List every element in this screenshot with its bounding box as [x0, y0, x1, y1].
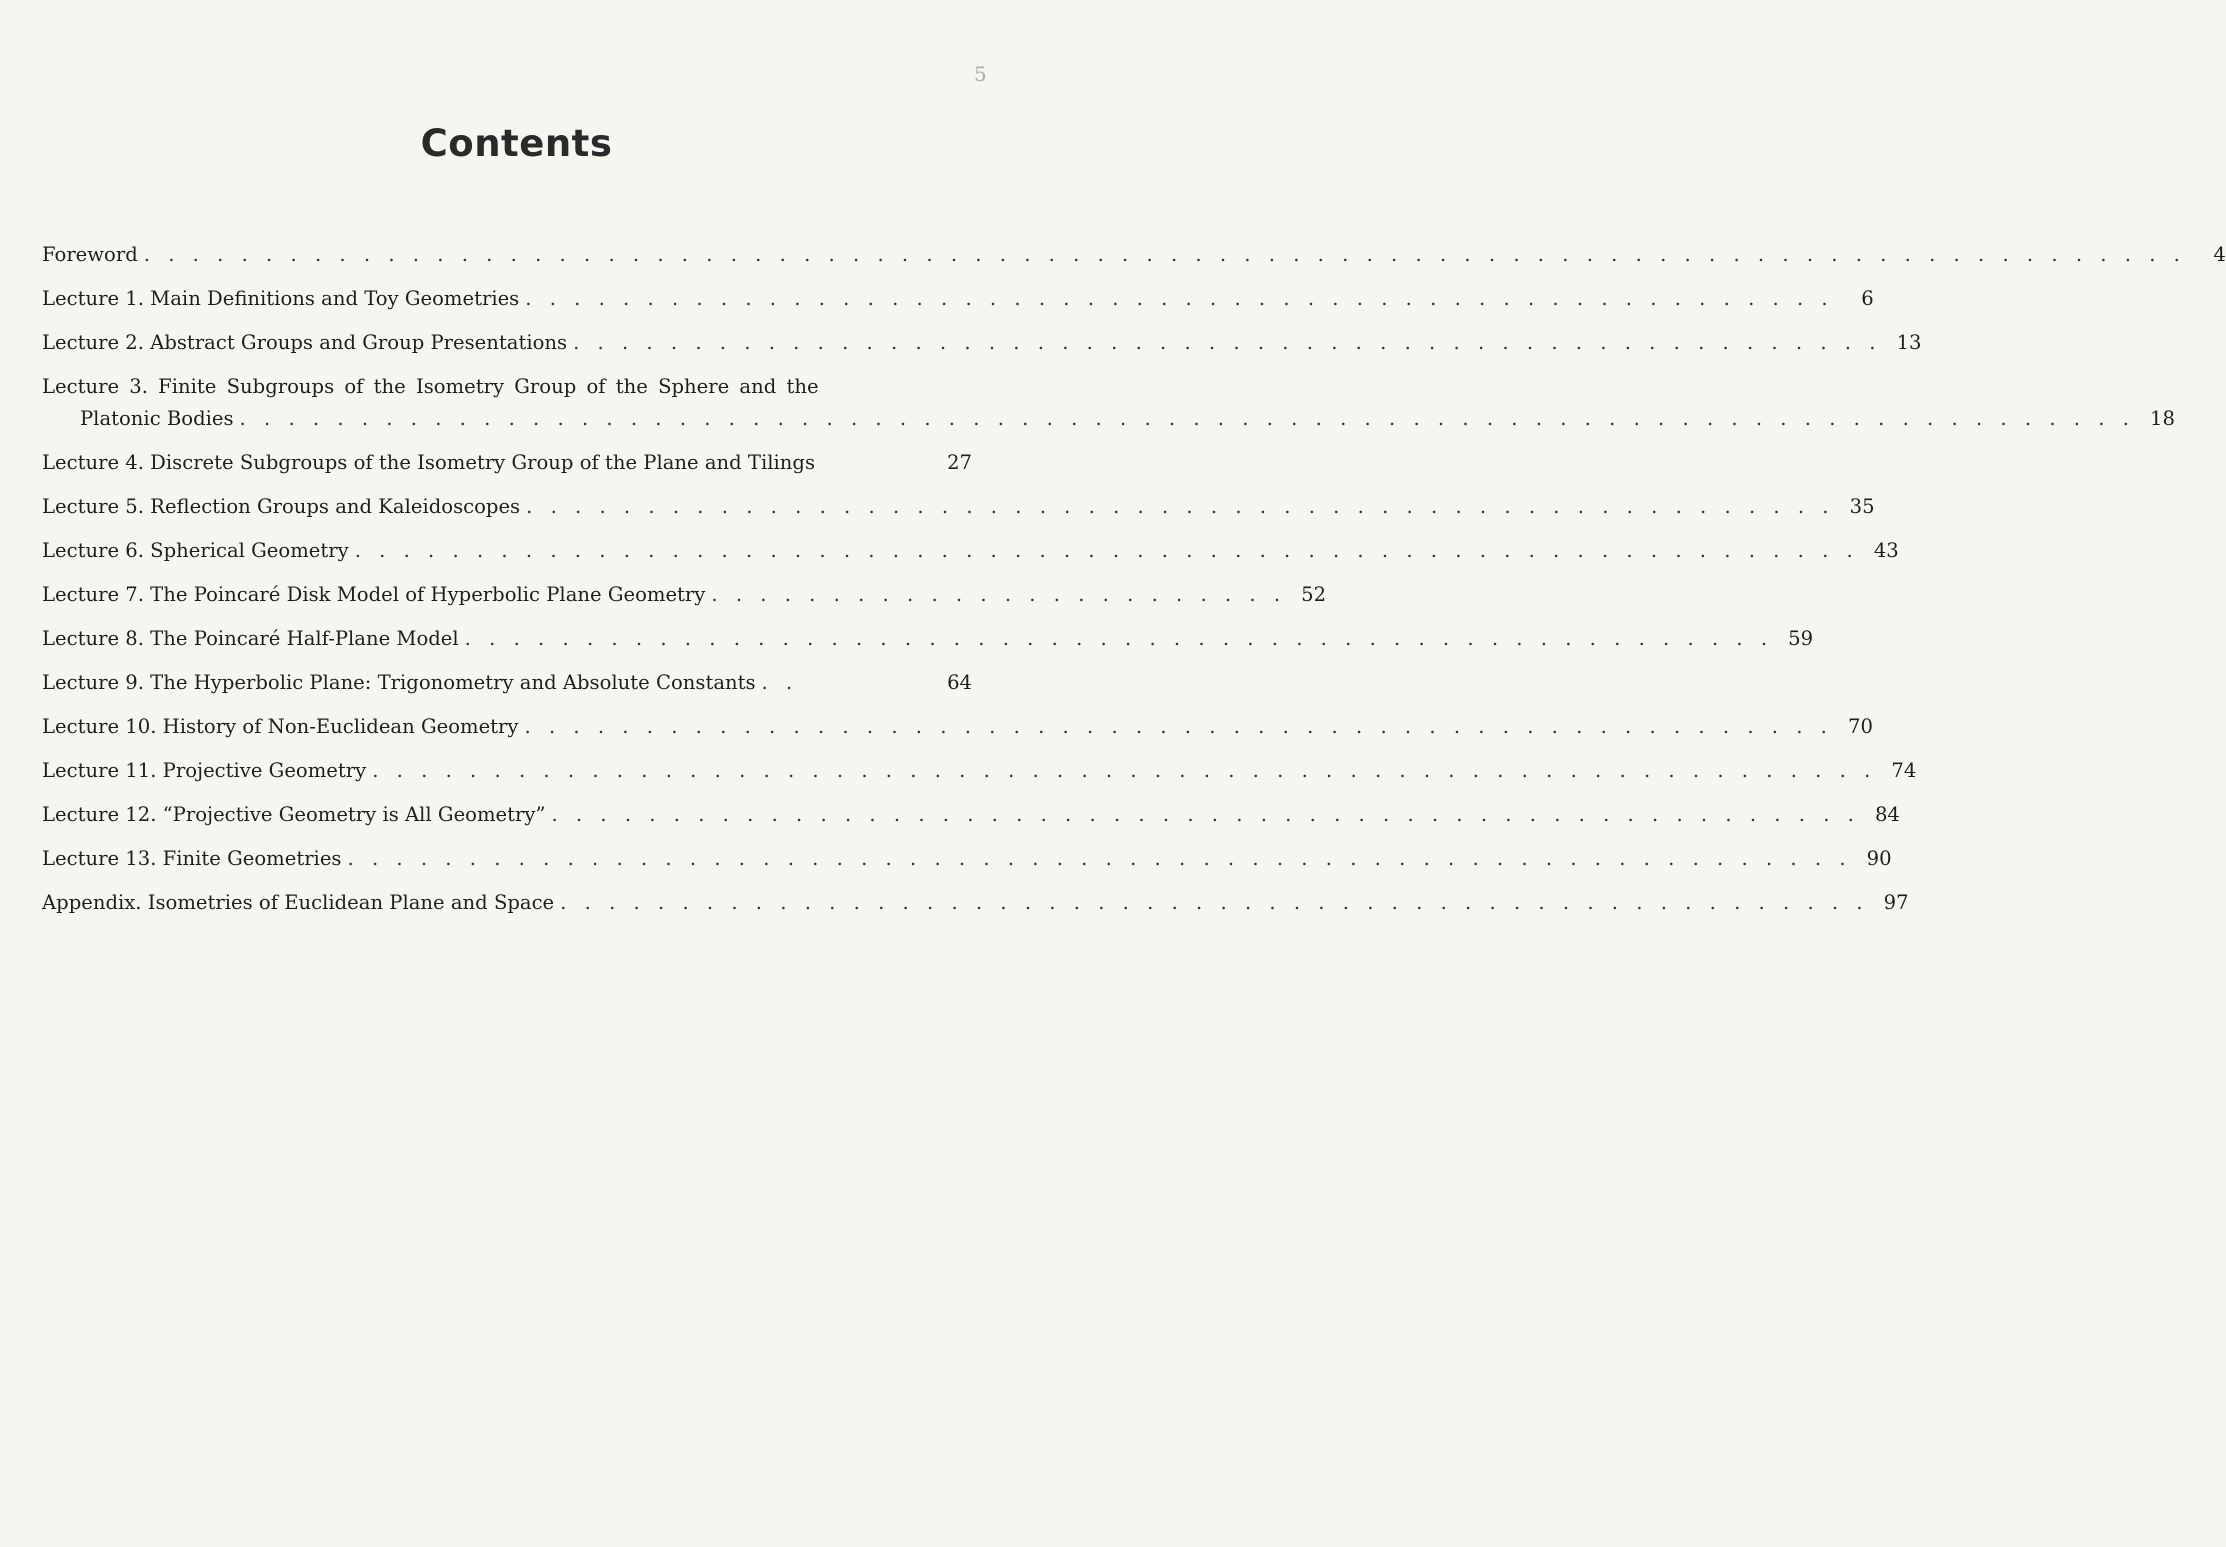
dot-leader: . . . . . . . . . . . . . . . . . . . . . . . . . . . . . . . . . . . . . . . . . . . . . . . . . . . . . . — [560, 891, 1869, 914]
toc-entry-lecture-2[interactable] — [42, 328, 1922, 372]
toc-entry-page: 64 — [947, 671, 972, 694]
toc-entry-page: 6 — [1861, 287, 1874, 310]
toc-entry-lecture-11[interactable] — [42, 756, 1917, 800]
toc-entry-label: Lecture 5. Reflection Groups and Kaleidoscopes — [42, 495, 521, 518]
toc-entry-label: Lecture 9. The Hyperbolic Plane: Trigonometry and Absolute Constants — [42, 671, 756, 694]
toc-entry-lecture-9[interactable] — [42, 668, 972, 712]
toc-entry-lecture-7[interactable] — [42, 580, 1327, 624]
toc-entry-page: 74 — [1891, 759, 1917, 782]
page-title: Contents — [420, 122, 613, 165]
dot-leader: . . . . . . . . . . . . . . . . . . . . . . . . . . . . . . . . . . . . . . . . . . . . . . . . . . . . . . . . . . . . . . . . . . . . . . . . . . . . . . . . . . . . — [143, 243, 2186, 266]
page-number: 5 — [974, 62, 987, 86]
dot-leader: . . . . . . . . . . . . . . . . . . . . . . . . . . . . . . . . . . . . . . . . . . . . . . . . . . . . . . . . . . . . . . . . . . . . . . . . . . . . . . — [239, 407, 2135, 430]
toc-entry-label: Lecture 7. The Poincaré Disk Model of Hyperbolic Plane Geometry — [42, 583, 706, 606]
toc-entry-label: Lecture 10. History of Non-Euclidean Geometry — [42, 715, 519, 738]
dot-leader: . . . . . . . . . . . . . . . . . . . . . . . . . . . . . . . . . . . . . . . . . . . . . . . . . . . . . . — [464, 627, 1774, 650]
toc-entry-page: 59 — [1788, 627, 1814, 650]
toc-entry-page: 97 — [1883, 891, 1909, 914]
toc-entry-page: 52 — [1301, 583, 1327, 606]
toc-entry-label: Lecture 11. Projective Geometry — [42, 759, 367, 782]
toc-entry-lecture-13[interactable] — [42, 844, 1892, 888]
toc-entry-lecture-3[interactable] — [42, 372, 2175, 448]
toc-entry-lecture-8[interactable] — [42, 624, 1814, 668]
toc-entry-label: Lecture 13. Finite Geometries — [42, 847, 342, 870]
toc-entry-lecture-1[interactable] — [42, 284, 1874, 328]
toc-entry-foreword[interactable] — [42, 240, 2226, 284]
toc-entry-lecture-12[interactable] — [42, 800, 1900, 844]
dot-leader: . . . . . . . . . . . . . . . . . . . . . . . . — [711, 583, 1287, 606]
dot-leader: . . . . . . . . . . . . . . . . . . . . . . . . . . . . . . . . . . . . . . . . . . . . . . . . . . . . . . . . . . . . . . — [347, 847, 1852, 870]
toc-entry-label: Lecture 4. Discrete Subgroups of the Isometry Group of the Plane and Tilings — [42, 451, 816, 474]
toc-entry-lecture-5[interactable] — [42, 492, 1875, 536]
dot-leader: . . . . . . . . . . . . . . . . . . . . . . . . . . . . . . . . . . . . . . . . . . . . . . . . . . . . . . . . . . . . . . — [372, 759, 1877, 782]
toc-entry-label: Lecture 2. Abstract Groups and Group Presentations — [42, 331, 568, 354]
toc-entry-page: 90 — [1866, 847, 1892, 870]
toc-entry-page: 18 — [2150, 407, 2175, 430]
toc-entry-label: Foreword — [42, 243, 138, 266]
toc-entry-label: Lecture 6. Spherical Geometry — [42, 539, 349, 562]
dot-leader: . . . . . . . . . . . . . . . . . . . . . . . . . . . . . . . . . . . . . . . . . . . . . . . . . . . . . . . . . . . . . . — [354, 539, 1859, 562]
toc-entry-lecture-4[interactable] — [42, 448, 972, 492]
dot-leader: . . . . . . . . . . . . . . . . . . . . . . . . . . . . . . . . . . . . . . . . . . . . . . . . . . . . . . — [525, 287, 1834, 310]
dot-leader: . . — [761, 671, 799, 694]
dot-leader: . . . . . . . . . . . . . . . . . . . . . . . . . . . . . . . . . . . . . . . . . . . . . . . . . . . . . . — [573, 331, 1882, 354]
toc-entry-label-line1: Lecture 3. Finite Subgroups of the Isometry Group of the Sphere and the — [42, 375, 819, 398]
toc-entry-label: Appendix. Isometries of Euclidean Plane and Space — [42, 891, 555, 914]
toc-entry-page: 27 — [947, 451, 972, 474]
toc-entry-page: 84 — [1874, 803, 1900, 826]
dot-leader: . . . . . . . . . . . . . . . . . . . . . . . . . . . . . . . . . . . . . . . . . . . . . . . . . . . . . . — [526, 495, 1835, 518]
toc-entry-page: 35 — [1849, 495, 1875, 518]
table-of-contents — [42, 240, 2226, 932]
toc-entry-page: 43 — [1873, 539, 1899, 562]
toc-entry-label: Lecture 8. The Poincaré Half-Plane Model — [42, 627, 459, 650]
toc-entry-page: 13 — [1896, 331, 1922, 354]
toc-entry-appendix[interactable] — [42, 888, 1909, 932]
toc-entry-lecture-10[interactable] — [42, 712, 1873, 756]
dot-leader: . . . . . . . . . . . . . . . . . . . . . . . . . . . . . . . . . . . . . . . . . . . . . . . . . . . . . . — [551, 803, 1860, 826]
toc-entry-page: 70 — [1847, 715, 1873, 738]
toc-entry-label: Lecture 12. “Projective Geometry is All Geometry” — [42, 803, 546, 826]
toc-entry-label: Lecture 1. Main Definitions and Toy Geometries — [42, 287, 520, 310]
toc-entry-page: 4 — [2213, 243, 2226, 266]
dot-leader: . . . . . . . . . . . . . . . . . . . . . . . . . . . . . . . . . . . . . . . . . . . . . . . . . . . . . . — [524, 715, 1833, 738]
toc-entry-lecture-6[interactable] — [42, 536, 1899, 580]
toc-entry-label-line2: Platonic Bodies — [80, 407, 234, 430]
